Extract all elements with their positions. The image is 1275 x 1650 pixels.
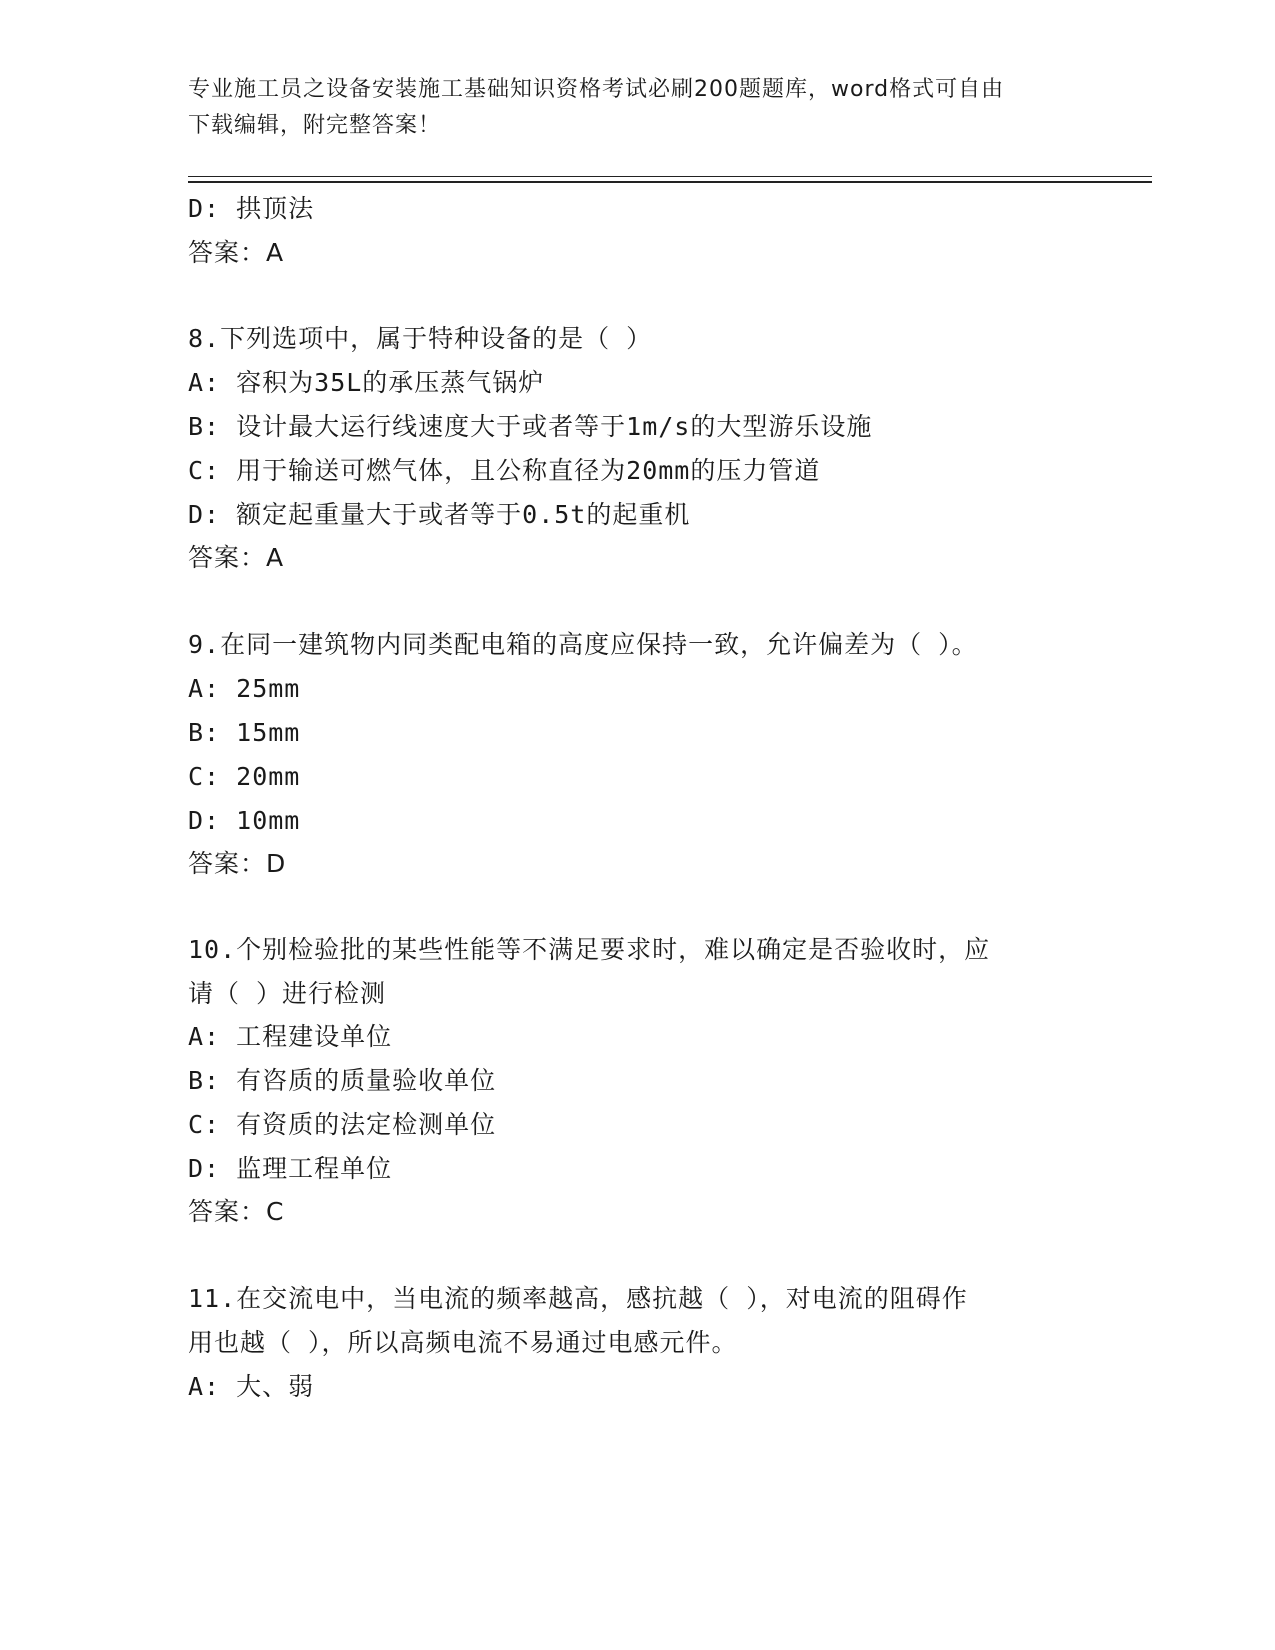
q11-option-a: A: 大、弱 — [188, 1372, 315, 1401]
q11-question-line1: 11.在交流电中，当电流的频率越高，感抗越（ ），对电流的阻碍作 — [188, 1284, 968, 1313]
q8-option-c: C: 用于输送可燃气体，且公称直径为20mm的压力管道 — [188, 456, 821, 485]
q10-answer: 答案：C — [188, 1197, 285, 1226]
q8-option-d: D: 额定起重量大于或者等于0.5t的起重机 — [188, 500, 691, 529]
prev-answer: 答案：A — [188, 238, 285, 267]
q10-question-line2: 请（ ）进行检测 — [188, 979, 387, 1008]
q8-option-a: A: 容积为35L的承压蒸气锅炉 — [188, 368, 545, 397]
q10-option-a: A: 工程建设单位 — [188, 1022, 393, 1051]
q8-question: 8.下列选项中，属于特种设备的是（ ） — [188, 324, 653, 353]
header-rule-thick — [188, 181, 1152, 183]
q9-answer: 答案：D — [188, 849, 287, 878]
q9-option-a: A: 25mm — [188, 674, 301, 703]
q9-option-b: B: 15mm — [188, 718, 301, 747]
q8-answer: 答案：A — [188, 543, 285, 572]
document-header — [188, 72, 1088, 144]
q10-option-d: D: 监理工程单位 — [188, 1154, 393, 1183]
q9-option-d: D: 10mm — [188, 806, 301, 835]
q9-option-c: C: 20mm — [188, 762, 301, 791]
q10-option-b: B: 有咨质的质量验收单位 — [188, 1066, 497, 1095]
q9-question: 9.在同一建筑物内同类配电箱的高度应保持一致，允许偏差为（ ）。 — [188, 630, 978, 659]
q10-option-c: C: 有资质的法定检测单位 — [188, 1110, 497, 1139]
prev-option-d: D: 拱顶法 — [188, 194, 315, 223]
q8-option-b: B: 设计最大运行线速度大于或者等于1m/s的大型游乐设施 — [188, 412, 873, 441]
header-rule-thin — [188, 176, 1152, 177]
header-title-line1: 专业施工员之设备安装施工基础知识资格考试必刷200题题库，word格式可自由 — [188, 77, 1005, 102]
header-title-line2: 下载编辑，附完整答案！ — [188, 113, 442, 138]
q11-question-line2: 用也越（ ），所以高频电流不易通过电感元件。 — [188, 1328, 738, 1357]
q10-question-line1: 10.个别检验批的某些性能等不满足要求时，难以确定是否验收时，应 — [188, 935, 991, 964]
